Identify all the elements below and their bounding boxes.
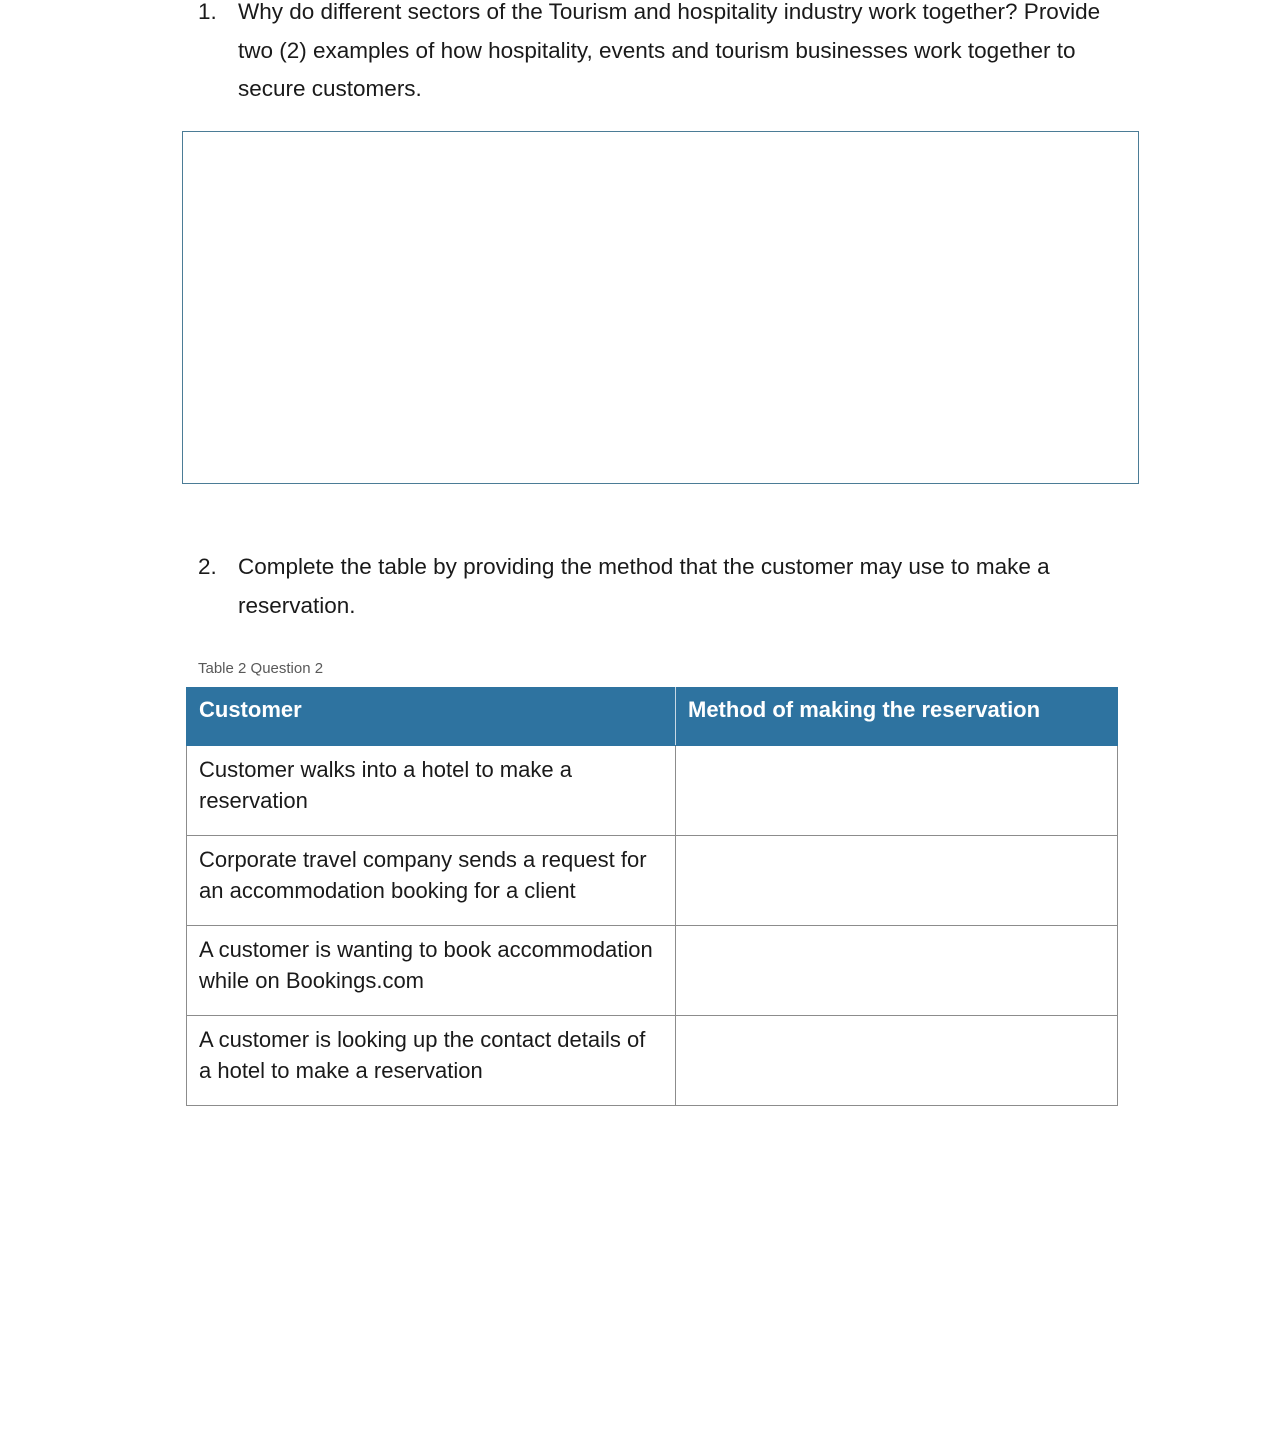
method-cell[interactable] — [676, 926, 1118, 1016]
question-1-answer-box[interactable] — [182, 131, 1139, 484]
customer-cell: A customer is wanting to book accommodation while on Bookings.com — [187, 926, 676, 1016]
method-cell[interactable] — [676, 746, 1118, 836]
header-customer: Customer — [187, 688, 676, 746]
question-2 — [198, 548, 1118, 625]
table-row — [187, 926, 1118, 1016]
table-row — [187, 1016, 1118, 1106]
question-2-number: 2. — [198, 554, 217, 579]
method-cell[interactable] — [676, 1016, 1118, 1106]
question-1 — [198, 0, 1118, 109]
customer-cell: Corporate travel company sends a request for an accommodation booking for a client — [187, 836, 676, 926]
table-row — [187, 836, 1118, 926]
question-1-number: 1. — [198, 0, 217, 24]
customer-cell: Customer walks into a hotel to make a reservation — [187, 746, 676, 836]
method-cell[interactable] — [676, 836, 1118, 926]
header-method: Method of making the reservation — [676, 688, 1118, 746]
customer-cell: A customer is looking up the contact details of a hotel to make a reservation — [187, 1016, 676, 1106]
table-row — [187, 746, 1118, 836]
reservation-table — [186, 687, 1118, 1106]
table-header-row — [187, 688, 1118, 746]
question-1-text: Why do different sectors of the Tourism and hospitality industry work together? Provide two (2) examples of how hospitality, events and tourism businesses work together to secure customers. — [238, 0, 1101, 101]
table-caption: Table 2 Question 2 — [198, 660, 324, 677]
question-2-text: Complete the table by providing the method that the customer may use to make a reservation. — [238, 554, 1050, 618]
